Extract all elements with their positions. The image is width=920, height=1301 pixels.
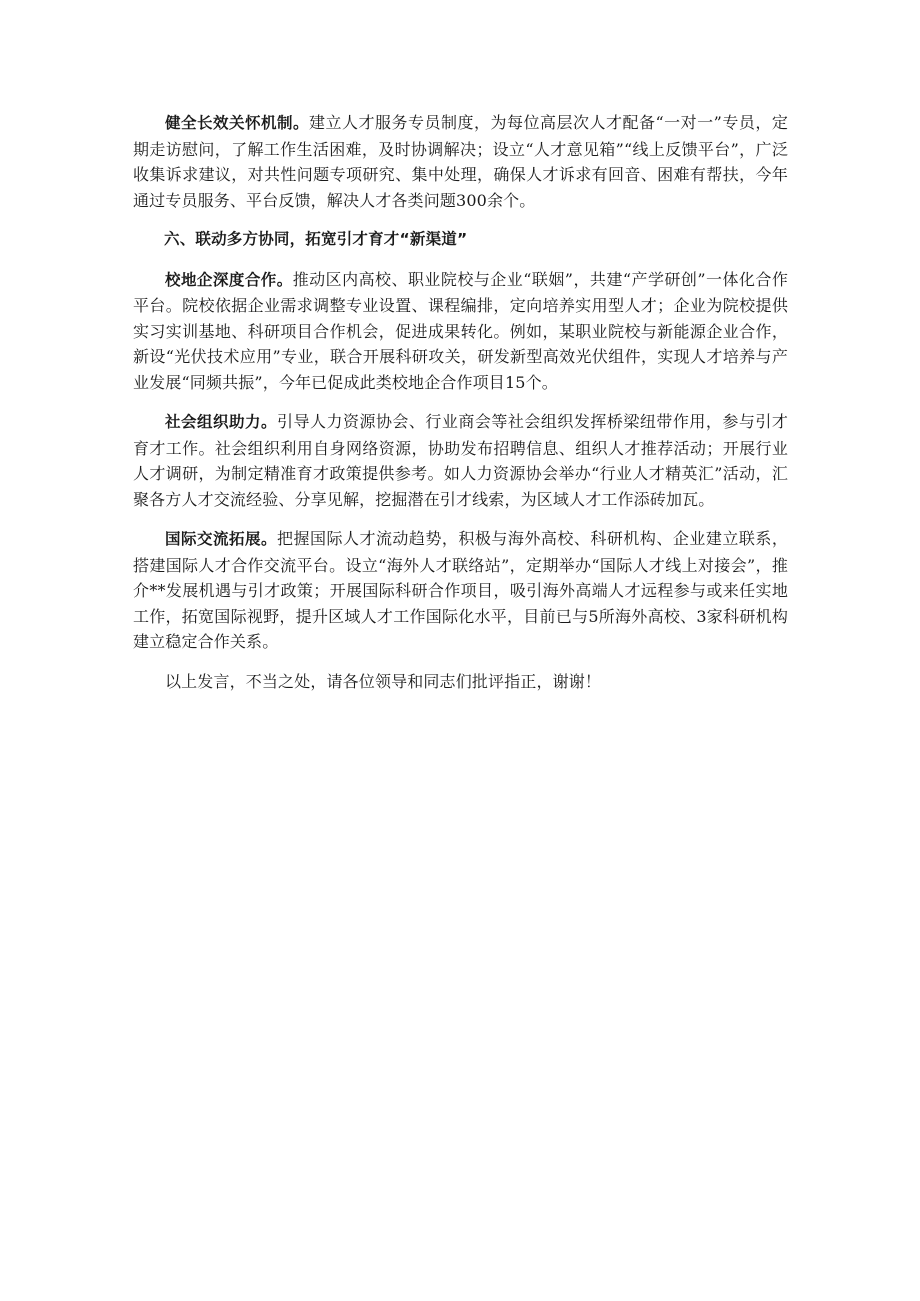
document-page [133, 110, 788, 708]
section-heading: 六、联动多方协同，拓宽引才育才“新渠道” [164, 230, 468, 248]
paragraph-lead: 社会组织助力。 [165, 413, 277, 431]
paragraph-body: 引导人力资源协会、行业商会等社会组织发挥桥梁纽带作用，参与引才育才工作。社会组织利用自身网络资源，协助发布招聘信息、组织人才推荐活动；开展行业人才调研，为制定精准育才政策提供参考。如人力资源协会举办“行业人才精英汇”活动，汇聚各方人才交流经验、分享见解，挖掘潜在引才线索，为区域人才工作添砖加瓦。 [133, 412, 788, 509]
paragraph-lead: 校地企深度合作。 [165, 270, 293, 289]
paragraph-lead: 国际交流拓展。 [165, 530, 277, 548]
paragraph-social-organizations [133, 409, 788, 512]
paragraph-lead: 健全长效关怀机制。 [165, 114, 309, 132]
paragraph-closing: 以上发言，不当之处，请各位领导和同志们批评指正，谢谢！ [165, 671, 602, 691]
paragraph-care-mechanism [133, 110, 788, 213]
paragraph-international [133, 526, 788, 655]
paragraph-body: 把握国际人才流动趋势，积极与海外高校、科研机构、企业建立联系，搭建国际人才合作交流平台。设立“海外人才联络站”，定期举办“国际人才线上对接会”，推介**发展机遇与引才政策；开展国际科研合作项目，吸引海外高端人才远程参与或来任实地工作，拓宽国际视野，提升区域人才工作国际化水平，目前已与5所海外高校、3家科研机构建立稳定合作关系。 [133, 529, 788, 651]
paragraph-body: 推动区内高校、职业院校与企业“联姻”，共建“产学研创”一体化合作平台。院校依据企业需求调整专业设置、课程编排，定向培养实用型人才；企业为院校提供实习实训基地、科研项目合作机会，促进成果转化。例如，某职业院校与新能源企业合作，新设“光伏技术应用”专业，联合开展科研攻关，研发新型高效光伏组件，实现人才培养与产业发展“同频共振”，今年已促成此类校地企合作项目15个。 [133, 269, 788, 392]
paragraph-school-enterprise [133, 267, 788, 396]
paragraph-body: 建立人才服务专员制度，为每位高层次人才配备“一对一”专员，定期走访慰问，了解工作生活困难，及时协调解决；设立“人才意见箱”“线上反馈平台”，广泛收集诉求建议，对共性问题专项研究、集中处理，确保人才诉求有回音、困难有帮扶，今年通过专员服务、平台反馈，解决人才各类问题300余个。 [133, 113, 788, 210]
